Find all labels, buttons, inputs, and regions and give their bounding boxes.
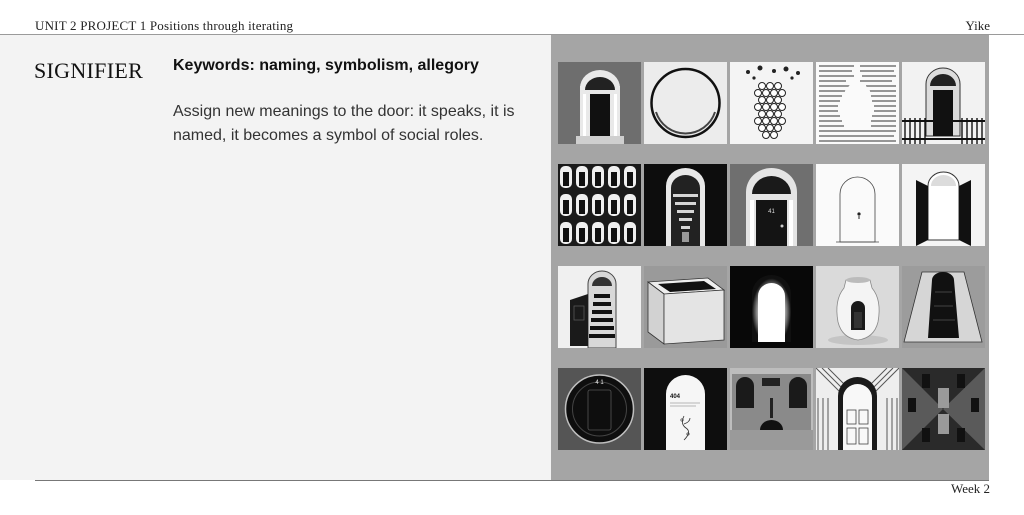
- repeated-doors-icon: [558, 164, 641, 246]
- door-outline-drawing-icon: [816, 164, 899, 246]
- glowing-arch-icon: [730, 266, 813, 348]
- round-door-number: 4 1: [595, 380, 604, 386]
- error-404-icon: [644, 368, 727, 450]
- door-number-label: 41: [768, 209, 775, 215]
- open-box-icon: [644, 266, 727, 348]
- bottom-divider: [35, 480, 989, 481]
- description-text: Assign new meanings to the door: it speaks, it is named, it becomes a symbol of social roles.: [173, 103, 515, 144]
- image-grid: [558, 62, 985, 450]
- door-stairs-icon: [558, 266, 641, 348]
- door-face-icon: [730, 368, 813, 450]
- error-code-label: 404: [670, 394, 681, 400]
- round-door-icon: [558, 368, 641, 450]
- open-double-door-icon: [902, 164, 985, 246]
- door-number-icon: [730, 164, 813, 246]
- section-title: SIGNIFIER: [34, 58, 144, 83]
- doorway-photo-icon: [558, 62, 641, 144]
- vase-door-icon: [816, 266, 899, 348]
- keywords-heading: Keywords: naming, symbolism, allegory: [173, 57, 479, 74]
- header-project-title: UNIT 2 PROJECT 1 Positions through iterating: [35, 18, 294, 33]
- door-repetition-icon: [816, 368, 899, 450]
- hexagon-dots-icon: [730, 62, 813, 144]
- ring-icon: [644, 62, 727, 144]
- door-pattern-icon: [902, 368, 985, 450]
- footer-week-label: Week 2: [950, 481, 990, 496]
- door-with-fence-icon: [902, 62, 985, 144]
- image-grid-panel: [551, 35, 989, 480]
- door-tunnel-icon: [644, 164, 727, 246]
- header-author: Yike: [965, 18, 990, 33]
- text-collage-icon: [816, 62, 899, 144]
- flat-door-perspective-icon: [902, 266, 985, 348]
